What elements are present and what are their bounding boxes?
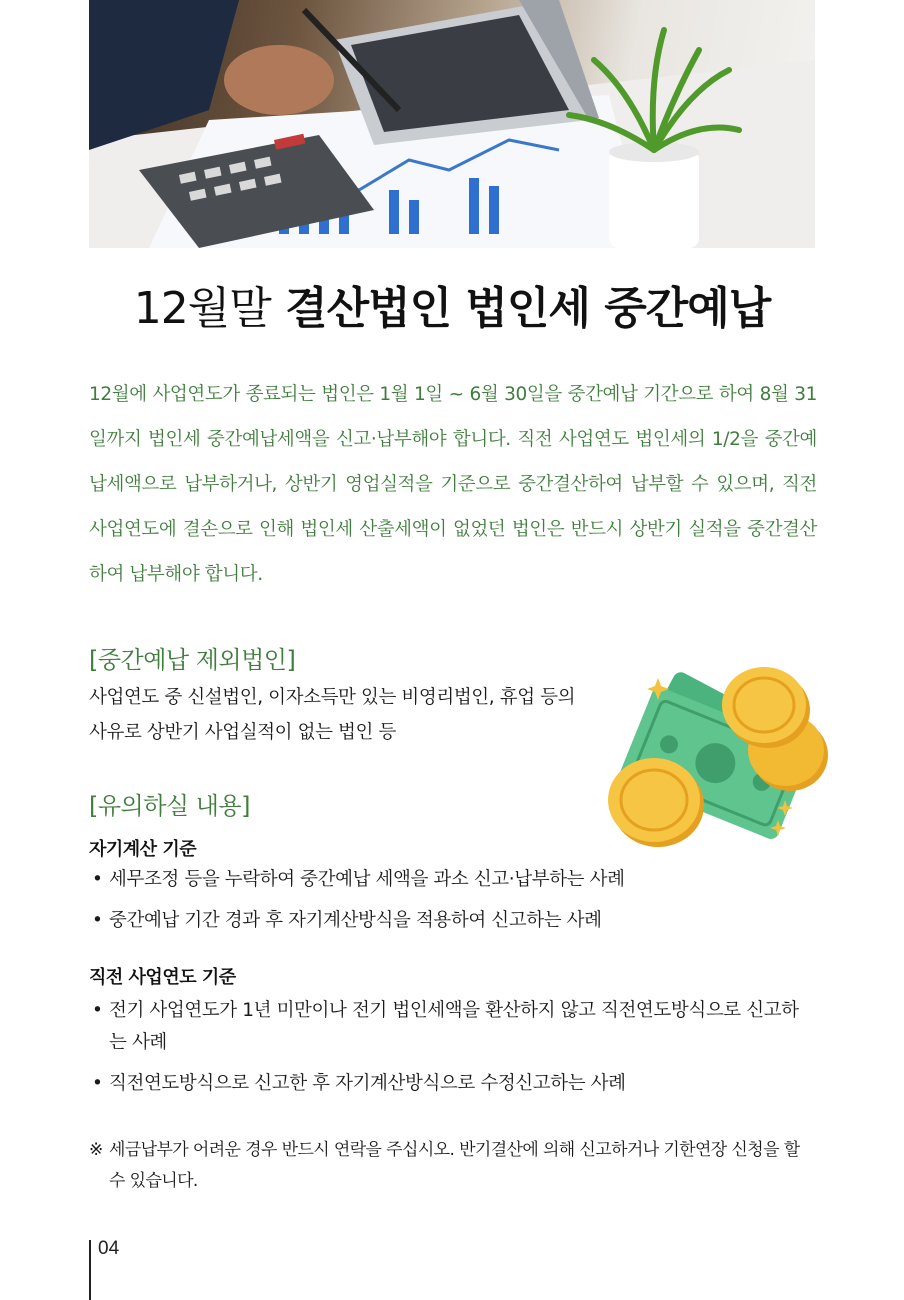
list-item: • 중간예납 기간 경과 후 자기계산방식을 적용하여 신고하는 사례 [89,905,819,937]
office-desk-photo [89,0,815,248]
intro-paragraph: 12월에 사업연도가 종료되는 법인은 1월 1일 ~ 6월 30일을 중간예납 기간으로 하여 8월 31일까지 법인세 중간예납세액을 신고·납부해야 합니다. 직전 사업연도 법인세의 1/2을 중간예납세액으로 납부하거나, 상반기 영업실적을 기준으로 중간결산하여 납부할 수 있으며, 직전 사업연도에 결손으로 인해 법인세 산출세액이 없었던 법인은 반드시 상반기 실적을 중간결산하여 납부해야 합니다. [89,384,817,585]
page-number: 04 [98,1238,120,1259]
group1-list [89,864,819,946]
hero-photo [89,0,815,248]
list-item: • 직전연도방식으로 신고한 후 자기계산방식으로 수정신고하는 사례 [89,1068,809,1100]
title-main: 결산법인 법인세 중간예납 [285,283,771,334]
title-month: 12월말 [133,283,271,334]
list-item: • 세무조정 등을 누락하여 중간예납 세액을 과소 신고·납부하는 사례 [89,864,819,896]
exempt-body [89,680,575,750]
contact-note [89,1135,819,1197]
page-title [0,272,904,336]
exempt-heading: [중간예납 제외법인] [89,646,296,674]
exempt-line-2: 사유로 상반기 사업실적이 없는 법인 등 [89,722,396,743]
page-divider [89,1240,91,1300]
group1-title: 자기계산 기준 [89,839,197,860]
reference-mark: ※ [89,1140,103,1160]
list-item: • 전기 사업연도가 1년 미만이나 전기 법인세액을 환산하지 않고 직전연도방식으로 신고하는 사례 [89,995,809,1059]
money-coins-illustration [600,660,840,850]
note-text: 세금납부가 어려운 경우 반드시 연락을 주십시오. 반기결산에 의해 신고하거나 기한연장 신청을 할 수 있습니다. [109,1140,800,1191]
exempt-line-1: 사업연도 중 신설법인, 이자소득만 있는 비영리법인, 휴업 등의 [89,687,576,708]
group2-title: 직전 사업연도 기준 [89,967,236,988]
group2-list [89,995,809,1109]
caution-heading: [유의하실 내용] [89,792,250,820]
